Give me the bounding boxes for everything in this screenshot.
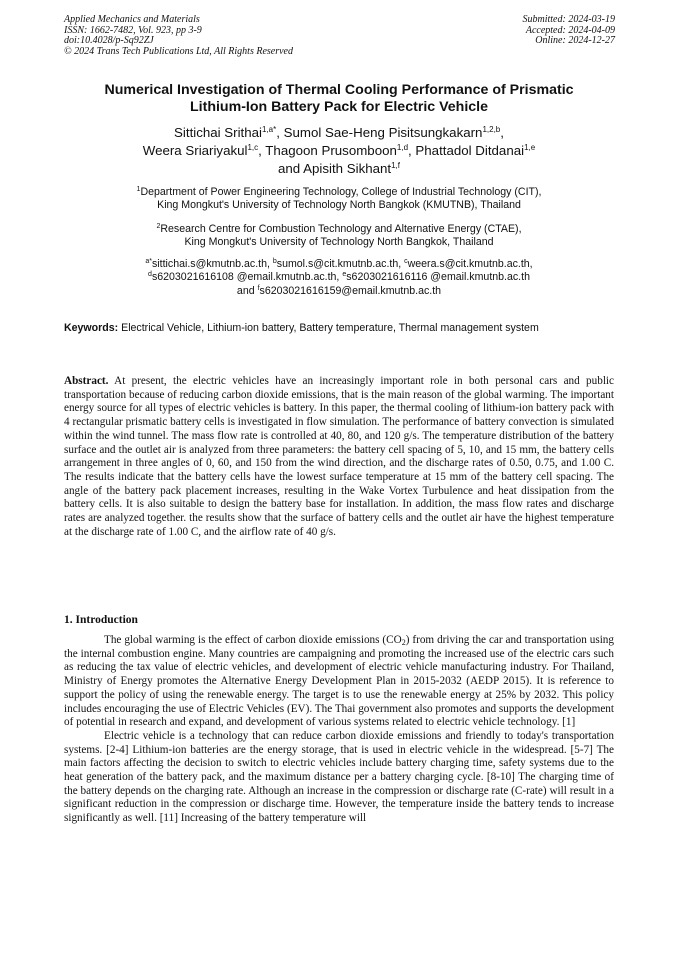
- author-name: Weera Sriariyakul: [142, 143, 248, 158]
- affiliation-text: King Mongkut's University of Technology North Bangkok, Thailand: [184, 236, 494, 249]
- doi-line: doi:10.4028/p-Sq92ZJ: [64, 35, 154, 47]
- accepted-date: Accepted: 2024-04-09: [525, 24, 615, 36]
- affiliation-1: [60, 186, 618, 213]
- author-affiliation-mark: 1,2,b: [482, 125, 501, 134]
- email-link[interactable]: s6203021616116 @email.kmutnb.ac.th: [346, 271, 530, 284]
- paper-title: [60, 82, 618, 116]
- introduction-body: [64, 634, 614, 826]
- email-mark: e: [342, 271, 347, 279]
- issn-line: ISSN: 1662-7482, Vol. 923, pp 3-9: [64, 24, 202, 36]
- email-mark: d: [148, 271, 152, 279]
- online-date: Online: 2024-12-27: [535, 35, 615, 47]
- journal-header-right: [523, 15, 616, 47]
- affiliation-2: [60, 223, 618, 250]
- email-link[interactable]: weera.s@cit.kmutnb.ac.th,: [407, 258, 533, 270]
- author-name: Phattadol Ditdanai: [415, 143, 525, 158]
- email-conjunction: and: [236, 284, 255, 297]
- keywords-text: Electrical Vehicle, Lithium-ion battery, Battery temperature, Thermal management system: [121, 322, 539, 334]
- paragraph: Electric vehicle is a technology that can reduce carbon dioxide emissions and friendly to today's transportation systems. [2-4] Lithium-ion batteries are the energy storage, that is used in electric vehicle in the widespread. [5-7] The main factors affecting the decision to switch to electric vehicles include battery charging time, safety systems due to the heat generation of the battery pack, and the maximum distance per a battery charging cycle. [8-10] The charging time of the battery depends on the charging rate. Although an increase in the compression or discharge rate (C-rate) will result in a significant reduction in the compression or discharge time. However, the temperature inside the battery tends to increase significantly as well. [11] Increasing of the battery temperature will: [64, 729, 614, 825]
- journal-name: Applied Mechanics and Materials: [64, 14, 200, 25]
- email-link[interactable]: sittichai.s@kmutnb.ac.th,: [152, 258, 270, 270]
- submitted-date: Submitted: 2024-03-19: [522, 14, 615, 25]
- email-link[interactable]: s6203021616159@email.kmutnb.ac.th: [259, 284, 442, 297]
- affiliation-text: King Mongkut's University of Technology North Bangkok (KMUTNB), Thailand: [157, 199, 521, 212]
- affiliation-text: Research Centre for Combustion Technology and Alternative Energy (CTAE),: [160, 223, 522, 235]
- email-mark: a*: [145, 258, 152, 265]
- affiliation-text: Department of Power Engineering Technology, College of Industrial Technology (CIT),: [140, 186, 542, 198]
- author-affiliation-mark: 1,d: [396, 143, 409, 152]
- affiliation-mark: 1: [136, 186, 141, 193]
- email-mark: b: [272, 258, 277, 265]
- author-affiliation-mark: 1,f: [391, 161, 401, 170]
- abstract-text: At present, the electric vehicles have an increasingly important role in both personal cars and public transportation because of reducing carbon dioxide emissions, that is the main reason of the global warming. The important energy source for all types of electric vehicles is battery. In this paper, the thermal cooling of lithium-ion battery pack with 4 rectangular prismatic battery cells is investigated in flow simulation. The performance of battery convection is simulated within the wind tunnel. The mass flow rate is controlled at 40, 80, and 120 g/s. The temperature distribution of the battery surface and the outlet air is analyzed from three parameters: the battery cell spacing of 5, 10, and 15 mm, the battery cells arrangement in three angles of 0, 60, and 150 from the wind direction, and the discharge rates of 0.50, 0.75, and 1.00 C. The results indicate that the battery cells have the lowest surface temperature at 15 mm of the battery cell spacing. The angle of the battery pack placement increases, resulting in the Wake Vortex Turbulence and heat dissipation from the battery cells. It is also suitable to design the battery base for installation. In addition, the mass flow rates and discharge rates are analyzed together. the results show that the surface of battery cells and the outlet air have the highest temperature at the discharge rate of 1.00 C, and the airflow rate of 40 g/s.: [64, 375, 614, 538]
- abstract: [64, 375, 614, 539]
- author-affiliation-mark: 1,a*: [262, 125, 277, 134]
- paragraph: The global warming is the effect of carbon dioxide emissions $(CO_2)$ from driving the car and transportation using the internal combustion engine. Many countries are campaigning and promoting the increased use of the electric cars such as reducing the tax value of electric vehicles, and development of electric vehicle manufacturing industry. For Thailand, Ministry of Energy promotes the Alternative Energy Development Plan in 2015-2032 (AEDP 2015). It is reference to support the policy of using the renewable energy. The target is to use the renewable energy at 25% by 2032. This policy includes encouraging the use of Electric Vehicles (EV). The Thai government also promotes and supports the development of potential in research and expand, and development of various systems related to electric vehicle technology. [1]: [64, 634, 614, 729]
- author-list: Sittichai Srithai$^{1,a*}$, Sumol Sae-Heng Pisitsungkakarn$^{1,2,b}$, Weera Sriariyakul$^{1,c}$, Thagoon Prusomboon$^{1,d}$, Phattadol Ditdanai$^{1,e}$ and Apisith Sikhant$^{1,f}$: [142, 125, 536, 176]
- copyright-line: © 2024 Trans Tech Publications Ltd, All Rights Reserved: [64, 45, 293, 57]
- author-name: Apisith Sikhant: [303, 161, 392, 176]
- abstract-label: Abstract.: [64, 375, 109, 387]
- title-line: Lithium-Ion Battery Pack for Electric Vehicle: [189, 99, 489, 115]
- author-name: Thagoon Prusomboon: [265, 143, 397, 158]
- author-name: Sumol Sae-Heng Pisitsungkakarn: [283, 125, 483, 140]
- author-name: Sittichai Srithai: [174, 125, 262, 140]
- author-conjunction: and: [277, 161, 301, 176]
- email-mark: f: [257, 284, 260, 292]
- keywords: [64, 322, 614, 336]
- journal-header-left: [64, 15, 293, 57]
- title-line: Numerical Investigation of Thermal Cooling Performance of Prismatic: [104, 82, 574, 98]
- affiliation-mark: 2: [156, 223, 161, 230]
- email-link[interactable]: s6203021616108 @email.kmutnb.ac.th,: [151, 271, 340, 284]
- author-affiliation-mark: 1,e: [524, 143, 536, 152]
- email-list: [60, 258, 618, 298]
- author-affiliation-mark: 1,c: [247, 143, 259, 152]
- email-mark: c: [404, 258, 408, 265]
- section-heading-introduction: 1. Introduction: [64, 614, 138, 626]
- keywords-label: Keywords:: [64, 322, 119, 334]
- email-link[interactable]: sumol.s@cit.kmutnb.ac.th,: [276, 258, 402, 270]
